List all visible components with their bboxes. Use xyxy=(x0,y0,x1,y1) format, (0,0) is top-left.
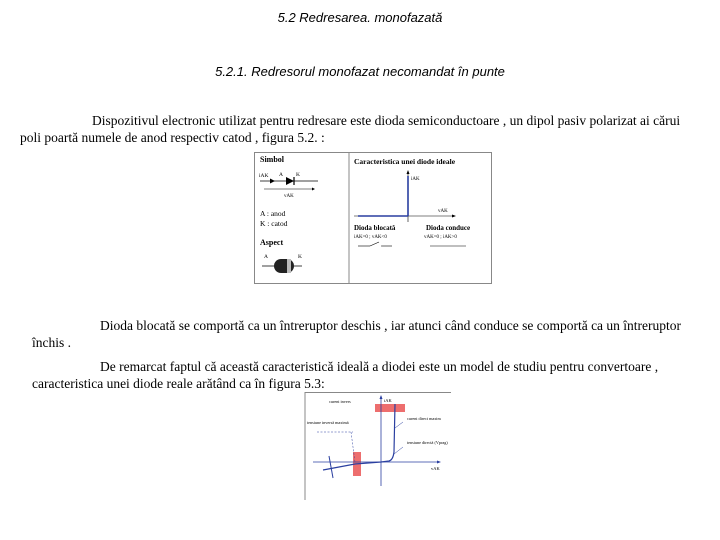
label-reverse-current: curent invers xyxy=(329,399,351,404)
symbol-title: Simbol xyxy=(260,155,285,164)
paragraph-switch: Dioda blocată se comportă ca un întreruptor deschis , iar atunci când conduce se comportă ca un întreruptor închis . xyxy=(32,318,682,350)
aspect-cathode-label: K xyxy=(298,254,302,260)
conducting-label: Dioda conduce xyxy=(426,224,471,232)
char-y-label: iAK xyxy=(411,177,420,182)
conducting-condition: vAK=0 ; iAK>0 xyxy=(424,235,457,240)
figure-diode-real xyxy=(303,392,451,500)
paragraph-real-diode: De remarcat faptul că această caracteristică ideală a diodei este un model de studiu pentru convertoare , caracteristica unei diode reale arătând ca în figura 5.3: xyxy=(32,359,659,391)
label-max-forward-current: curent direct maxim xyxy=(407,416,441,421)
aspect-anode-label: A xyxy=(264,254,268,260)
symbol-voltage-label: vAK xyxy=(284,194,294,199)
symbol-anode-label: A xyxy=(279,172,283,178)
legend-anode: A : anod xyxy=(260,209,286,218)
legend-cathode: K : catod xyxy=(260,219,288,228)
symbol-cathode-label: K xyxy=(296,172,300,178)
section-heading: 5.2 Redresarea. monofazată xyxy=(277,10,443,25)
x-axis-label: vAK xyxy=(431,466,440,471)
blocked-label: Dioda blocată xyxy=(354,224,396,232)
symbol-current-label: iAK xyxy=(259,173,269,179)
aspect-title: Aspect xyxy=(260,238,284,247)
char-x-label: vAK xyxy=(438,209,448,214)
figure-diode-ideal xyxy=(254,152,492,284)
paragraph-intro: Dispozitivul electronic utilizat pentru redresare este dioda semiconductoare , un dipol pasiv polarizat ai cărui poli poartă numele de anod respectiv catod , figura 5.2. : xyxy=(20,113,681,145)
label-max-reverse-voltage: tensiune inversă maximă xyxy=(307,420,349,425)
y-axis-label: iAK xyxy=(384,398,392,403)
cathode-band-icon xyxy=(287,259,291,273)
max-current-band xyxy=(375,404,405,412)
char-title: Caracteristica unei diode ideale xyxy=(354,157,456,166)
blocked-condition: iAK=0 ; vAK<0 xyxy=(354,235,387,240)
label-forward-voltage: tensiune directă (Vprag) xyxy=(407,440,448,445)
subsection-heading: 5.2.1. Redresorul monofazat necomandat în punte xyxy=(215,64,505,79)
